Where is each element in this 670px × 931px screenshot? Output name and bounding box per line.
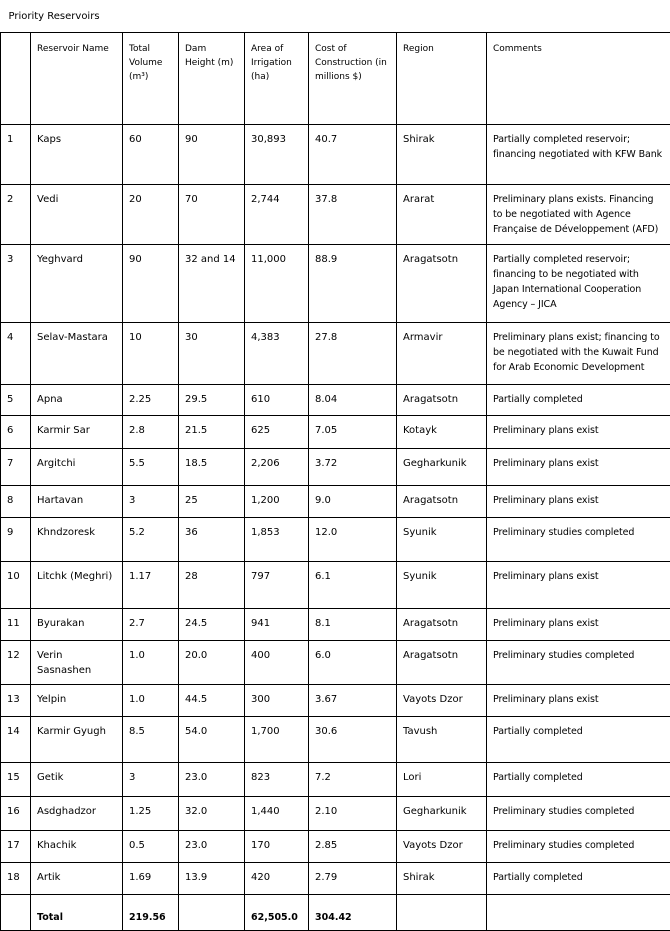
header-total-volume: Total Volume (m³) — [123, 32, 179, 124]
cell-region: Shirak — [397, 124, 487, 184]
cell-row-number: 11 — [1, 608, 31, 640]
cell-region: Syunik — [397, 517, 487, 561]
cell-total-volume: 2.8 — [123, 415, 179, 448]
cell-region: Shirak — [397, 862, 487, 894]
cell-reservoir-name: Khachik — [31, 830, 123, 862]
table-title: Priority Reservoirs — [1, 0, 670, 32]
total-volume: 219.56 — [123, 894, 179, 930]
cell-row-number: 3 — [1, 244, 31, 322]
cell-region: Vayots Dzor — [397, 684, 487, 716]
cell-total-volume: 5.2 — [123, 517, 179, 561]
cell-construction-cost: 3.67 — [309, 684, 397, 716]
cell-region: Aragatsotn — [397, 384, 487, 415]
cell-construction-cost: 88.9 — [309, 244, 397, 322]
cell-comments: Preliminary studies completed — [487, 640, 670, 684]
cell-construction-cost: 27.8 — [309, 322, 397, 384]
cell-comments: Partially completed — [487, 762, 670, 796]
cell-comments: Preliminary plans exist — [487, 415, 670, 448]
cell-irrigation-area: 941 — [245, 608, 309, 640]
cell-total-volume: 90 — [123, 244, 179, 322]
cell-total-volume: 1.0 — [123, 684, 179, 716]
cell-reservoir-name: Vedi — [31, 184, 123, 244]
cell-irrigation-area: 1,700 — [245, 716, 309, 762]
cell-construction-cost: 6.1 — [309, 561, 397, 608]
cell-reservoir-name: Hartavan — [31, 485, 123, 517]
cell-total-volume: 20 — [123, 184, 179, 244]
cell-row-number: 13 — [1, 684, 31, 716]
cell-reservoir-name: Litchk (Meghri) — [31, 561, 123, 608]
cell-region: Aragatsotn — [397, 640, 487, 684]
cell-reservoir-name: Byurakan — [31, 608, 123, 640]
cell-reservoir-name: Getik — [31, 762, 123, 796]
table-row — [1, 448, 670, 485]
table-row — [1, 796, 670, 830]
table-row — [1, 244, 670, 322]
cell-region: Syunik — [397, 561, 487, 608]
cell-row-number: 2 — [1, 184, 31, 244]
cell-construction-cost: 12.0 — [309, 517, 397, 561]
header-cost-of-construction: Cost of Construction (in millions $) — [309, 32, 397, 124]
cell-reservoir-name: Khndzoresk — [31, 517, 123, 561]
cell-row-number: 18 — [1, 862, 31, 894]
cell-irrigation-area: 625 — [245, 415, 309, 448]
cell-dam-height: 32 and 14 — [179, 244, 245, 322]
table-row — [1, 640, 670, 684]
header-area-of-irrigation: Area of Irrigation (ha) — [245, 32, 309, 124]
table-row — [1, 485, 670, 517]
cell-total-volume: 1.0 — [123, 640, 179, 684]
cell-dam-height: 90 — [179, 124, 245, 184]
cell-construction-cost: 8.1 — [309, 608, 397, 640]
cell-row-number: 17 — [1, 830, 31, 862]
cell-row-number: 4 — [1, 322, 31, 384]
cell-row-number: 9 — [1, 517, 31, 561]
cell-region: Tavush — [397, 716, 487, 762]
cell-reservoir-name: Karmir Sar — [31, 415, 123, 448]
cell-row-number: 10 — [1, 561, 31, 608]
cell-total-volume: 2.7 — [123, 608, 179, 640]
header-row — [1, 32, 670, 124]
cell-construction-cost: 3.72 — [309, 448, 397, 485]
table-row — [1, 762, 670, 796]
cell-total-volume: 10 — [123, 322, 179, 384]
cell-dam-height: 54.0 — [179, 716, 245, 762]
cell-region: Aragatsotn — [397, 608, 487, 640]
cell-total-volume: 1.69 — [123, 862, 179, 894]
cell-row-number: 7 — [1, 448, 31, 485]
cell-irrigation-area: 1,853 — [245, 517, 309, 561]
cell-region: Armavir — [397, 322, 487, 384]
cell-reservoir-name: Apna — [31, 384, 123, 415]
cell-construction-cost: 9.0 — [309, 485, 397, 517]
table-row — [1, 184, 670, 244]
total-cost: 304.42 — [309, 894, 397, 930]
table-row — [1, 830, 670, 862]
cell-construction-cost: 8.04 — [309, 384, 397, 415]
cell-dam-height: 44.5 — [179, 684, 245, 716]
cell-irrigation-area: 797 — [245, 561, 309, 608]
cell-reservoir-name: Karmir Gyugh — [31, 716, 123, 762]
cell-comments: Partially completed — [487, 384, 670, 415]
table-row — [1, 684, 670, 716]
cell-construction-cost: 2.79 — [309, 862, 397, 894]
cell-total-volume: 1.25 — [123, 796, 179, 830]
cell-dam-height: 36 — [179, 517, 245, 561]
cell-total-volume: 0.5 — [123, 830, 179, 862]
cell-dam-height: 70 — [179, 184, 245, 244]
cell-row-number: 15 — [1, 762, 31, 796]
cell-region: Aragatsotn — [397, 485, 487, 517]
cell-dam-height: 23.0 — [179, 830, 245, 862]
table-row — [1, 124, 670, 184]
cell-construction-cost: 6.0 — [309, 640, 397, 684]
cell-construction-cost: 37.8 — [309, 184, 397, 244]
table-row — [1, 716, 670, 762]
cell-construction-cost: 7.05 — [309, 415, 397, 448]
cell-total-volume: 5.5 — [123, 448, 179, 485]
table-row — [1, 384, 670, 415]
cell-irrigation-area: 170 — [245, 830, 309, 862]
cell-reservoir-name: Yeghvard — [31, 244, 123, 322]
cell-comments: Preliminary plans exist — [487, 561, 670, 608]
cell-construction-cost: 2.10 — [309, 796, 397, 830]
cell-region: Lori — [397, 762, 487, 796]
cell-irrigation-area: 400 — [245, 640, 309, 684]
cell-dam-height: 29.5 — [179, 384, 245, 415]
total-area: 62,505.0 — [245, 894, 309, 930]
cell-reservoir-name: Selav-Mastara — [31, 322, 123, 384]
cell-dam-height: 24.5 — [179, 608, 245, 640]
cell-total-volume: 8.5 — [123, 716, 179, 762]
cell-construction-cost: 30.6 — [309, 716, 397, 762]
cell-comments: Partially completed — [487, 716, 670, 762]
cell-irrigation-area: 11,000 — [245, 244, 309, 322]
table-row — [1, 322, 670, 384]
cell-reservoir-name: Kaps — [31, 124, 123, 184]
cell-reservoir-name: Yelpin — [31, 684, 123, 716]
header-reservoir-name: Reservoir Name — [31, 32, 123, 124]
cell-reservoir-name: Artik — [31, 862, 123, 894]
table-row — [1, 608, 670, 640]
cell-comments: Partially completed reservoir; financing to be negotiated with Japan International Cooperation Agency – JICA — [487, 244, 670, 322]
cell-total-volume: 3 — [123, 762, 179, 796]
cell-dam-height: 20.0 — [179, 640, 245, 684]
cell-row-number: 12 — [1, 640, 31, 684]
cell-dam-height: 13.9 — [179, 862, 245, 894]
cell-irrigation-area: 4,383 — [245, 322, 309, 384]
cell-row-number: 5 — [1, 384, 31, 415]
cell-irrigation-area: 610 — [245, 384, 309, 415]
cell-irrigation-area: 1,440 — [245, 796, 309, 830]
cell-total-volume: 3 — [123, 485, 179, 517]
cell-comments: Preliminary studies completed — [487, 517, 670, 561]
cell-dam-height: 25 — [179, 485, 245, 517]
cell-dam-height: 23.0 — [179, 762, 245, 796]
cell-row-number: 8 — [1, 485, 31, 517]
cell-comments: Partially completed — [487, 862, 670, 894]
cell-comments: Preliminary plans exist — [487, 448, 670, 485]
header-number — [1, 32, 31, 124]
table-row — [1, 561, 670, 608]
cell-comments: Preliminary plans exist; financing to be negotiated with the Kuwait Fund for Arab Economic Development — [487, 322, 670, 384]
cell-comments: Partially completed reservoir; financing negotiated with KFW Bank — [487, 124, 670, 184]
cell-total-volume: 60 — [123, 124, 179, 184]
cell-region: Ararat — [397, 184, 487, 244]
cell-dam-height: 28 — [179, 561, 245, 608]
cell-region: Vayots Dzor — [397, 830, 487, 862]
cell-construction-cost: 2.85 — [309, 830, 397, 862]
cell-total-volume: 2.25 — [123, 384, 179, 415]
cell-row-number: 1 — [1, 124, 31, 184]
cell-irrigation-area: 823 — [245, 762, 309, 796]
cell-reservoir-name: Asdghadzor — [31, 796, 123, 830]
cell-reservoir-name: Argitchi — [31, 448, 123, 485]
total-label: Total — [31, 894, 123, 930]
cell-region: Gegharkunik — [397, 796, 487, 830]
cell-irrigation-area: 30,893 — [245, 124, 309, 184]
cell-irrigation-area: 2,744 — [245, 184, 309, 244]
header-comments: Comments — [487, 32, 670, 124]
cell-comments: Preliminary plans exists. Financing to be negotiated with Agence Française de Développement (AFD) — [487, 184, 670, 244]
cell-dam-height: 30 — [179, 322, 245, 384]
cell-irrigation-area: 2,206 — [245, 448, 309, 485]
cell-reservoir-name: Verin Sasnashen — [31, 640, 123, 684]
table-row — [1, 415, 670, 448]
cell-construction-cost: 7.2 — [309, 762, 397, 796]
cell-irrigation-area: 1,200 — [245, 485, 309, 517]
table-row — [1, 517, 670, 561]
table-row — [1, 862, 670, 894]
cell-region: Kotayk — [397, 415, 487, 448]
header-dam-height: Dam Height (m) — [179, 32, 245, 124]
cell-comments: Preliminary plans exist — [487, 684, 670, 716]
cell-comments: Preliminary plans exist — [487, 608, 670, 640]
cell-dam-height: 18.5 — [179, 448, 245, 485]
cell-row-number: 16 — [1, 796, 31, 830]
cell-comments: Preliminary studies completed — [487, 830, 670, 862]
cell-region: Aragatsotn — [397, 244, 487, 322]
cell-region: Gegharkunik — [397, 448, 487, 485]
cell-irrigation-area: 420 — [245, 862, 309, 894]
cell-row-number: 6 — [1, 415, 31, 448]
cell-construction-cost: 40.7 — [309, 124, 397, 184]
cell-row-number: 14 — [1, 716, 31, 762]
cell-comments: Preliminary plans exist — [487, 485, 670, 517]
cell-total-volume: 1.17 — [123, 561, 179, 608]
cell-irrigation-area: 300 — [245, 684, 309, 716]
header-region: Region — [397, 32, 487, 124]
cell-comments: Preliminary studies completed — [487, 796, 670, 830]
cell-dam-height: 21.5 — [179, 415, 245, 448]
cell-dam-height: 32.0 — [179, 796, 245, 830]
